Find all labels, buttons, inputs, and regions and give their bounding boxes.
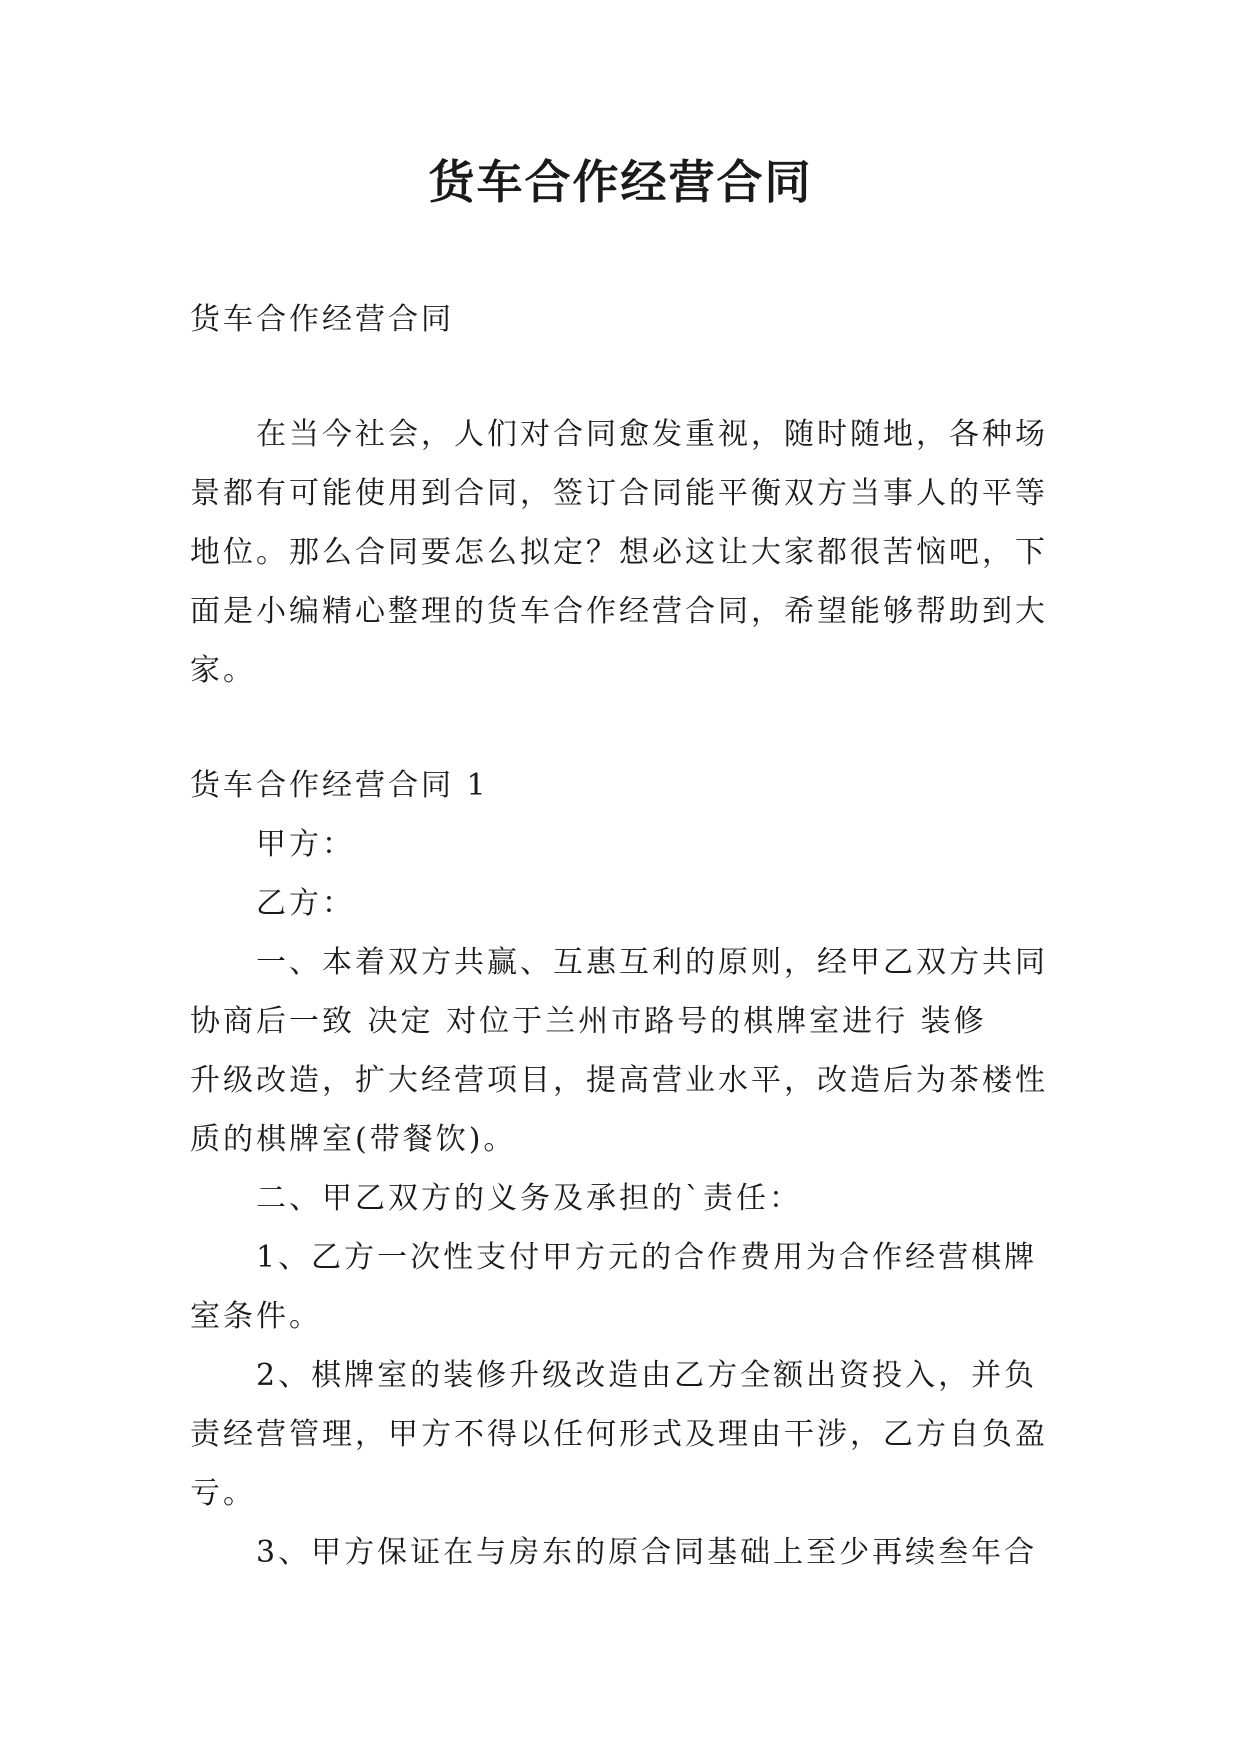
document-title: 货车合作经营合同 xyxy=(428,155,813,209)
intro-line: 地位。那么合同要怎么拟定？想必这让大家都很苦恼吧，下 xyxy=(190,535,1048,570)
intro-line: 在当今社会，人们对合同愈发重视，随时随地，各种场 xyxy=(256,417,1048,452)
item-line: 室条件。 xyxy=(190,1299,322,1334)
intro-paragraph xyxy=(190,405,1060,700)
item-line: 亏。 xyxy=(190,1476,256,1511)
item-line: 3、甲方保证在与房东的原合同基础上至少再续叁年合 xyxy=(256,1535,1038,1570)
spacer xyxy=(190,700,1060,756)
clause-1 xyxy=(190,933,1060,1169)
clause-line: 协商后一致 决定 对位于兰州市路号的棋牌室进行 装修 xyxy=(190,1004,987,1039)
clause-line: 升级改造，扩大经营项目，提高营业水平，改造后为茶楼性 xyxy=(190,1063,1048,1098)
item-line: 1、乙方一次性支付甲方元的合作费用为合作经营棋牌 xyxy=(256,1240,1038,1275)
item-2 xyxy=(190,1346,1060,1523)
spacer xyxy=(190,349,1060,405)
party-b-label: 乙方： xyxy=(256,886,355,921)
intro-line: 家。 xyxy=(190,653,256,688)
clause-line: 质的棋牌室(带餐饮)。 xyxy=(190,1122,517,1157)
intro-line: 景都有可能使用到合同，签订合同能平衡双方当事人的平等 xyxy=(190,476,1048,511)
section-heading: 货车合作经营合同 1 xyxy=(190,768,489,803)
subtitle: 货车合作经营合同 xyxy=(190,302,454,337)
item-line: 2、棋牌室的装修升级改造由乙方全额出资投入，并负 xyxy=(256,1358,1038,1393)
item-3 xyxy=(190,1523,1060,1582)
party-a-label: 甲方： xyxy=(256,827,355,862)
item-1 xyxy=(190,1228,1060,1346)
clause-2-heading: 二、甲乙双方的义务及承担的`责任： xyxy=(256,1181,802,1216)
clause-line: 一、本着双方共赢、互惠互利的原则，经甲乙双方共同 xyxy=(256,945,1048,980)
document-body xyxy=(190,290,1060,1582)
intro-line: 面是小编精心整理的货车合作经营合同，希望能够帮助到大 xyxy=(190,594,1048,629)
item-line: 责经营管理，甲方不得以任何形式及理由干涉，乙方自负盈 xyxy=(190,1417,1048,1452)
